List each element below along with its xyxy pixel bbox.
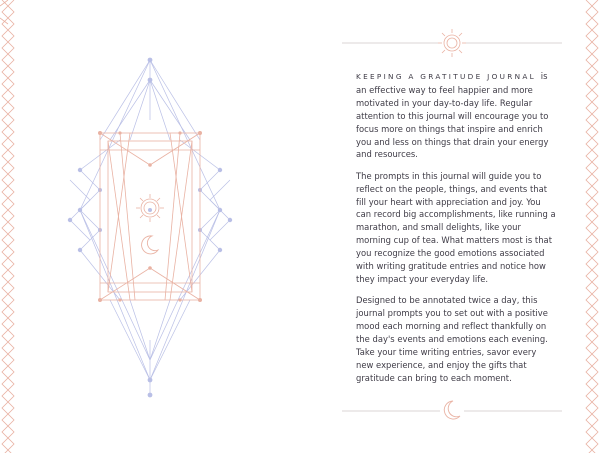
crescent-moon-icon [142,236,158,254]
right-diamond-border [574,0,600,453]
bottom-moon-ornament [342,396,562,426]
paragraph-1 [356,70,556,161]
left-diamond-border [0,0,26,453]
intro-text [356,70,556,393]
sun-icon [438,29,466,57]
paragraph-2: The prompts in this journal will guide you to reflect on the people, things, and events that fill your heart with appreciation and joy. You can record big accomplishments, like running a marathon, and small delights, like your morning cup of tea. What matters most is that you recognize the good emotions associated with writing gratitude entries and notice how they impact your everyday life. [356,170,556,284]
geometric-sun-moon-artwork [60,50,280,410]
top-sun-ornament [342,26,562,60]
paragraph-1-body: is an effective way to feel happier and more motivated in your day-to-day life. Regular attention to this journal will encourage you to focus more on things that inspire and enrich you and less on things that drain your energy and resources. [356,71,549,160]
section-heading: KEEPING A GRATITUDE JOURNAL [356,72,537,81]
paragraph-3: Designed to be annotated twice a day, this journal prompts you to set out with a positive mood each morning and reflect thankfully on the day's events and emotions each evening. Take your time writing entries, savor every new experience, and enjoy the gifts that gratitude can bring to each moment. [356,295,548,383]
crescent-moon-icon [444,401,460,419]
